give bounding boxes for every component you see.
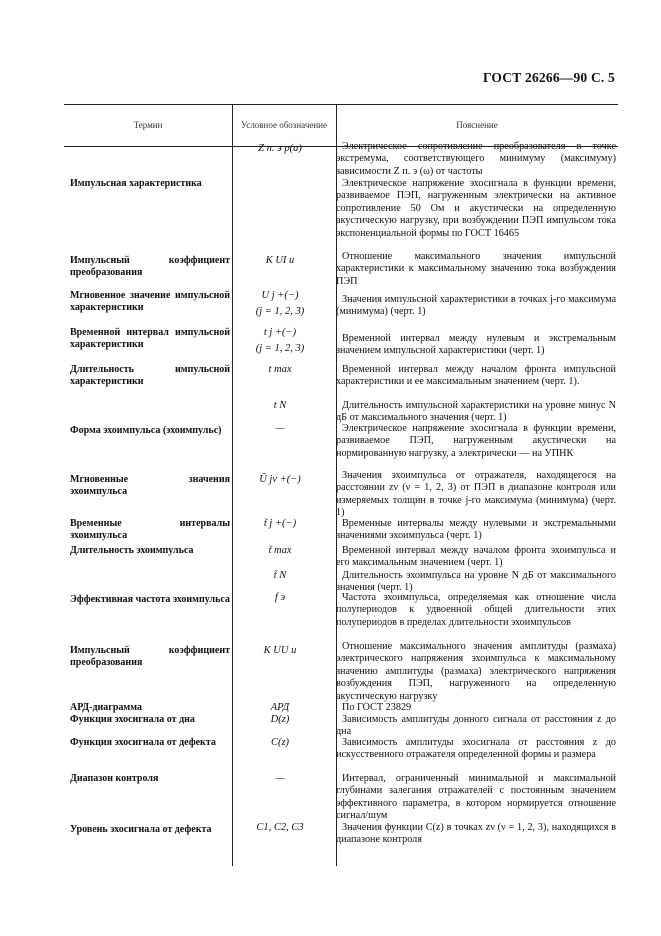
term: АРД-диаграмма bbox=[70, 702, 142, 713]
explanation: Значения функции C(z) в точках zν (ν = 1, 2, 3), находящихся в диапазоне контроля bbox=[336, 822, 616, 846]
explanation: Частота эхоимпульса, определяемая как отношение числа полупериодов к удвоенной общей длительности этих полупериодов в пределах длительности эхоимпульсов bbox=[336, 592, 616, 628]
symbol: K UU и bbox=[263, 645, 297, 656]
term: Импульсный коэффициент преобразования bbox=[70, 255, 230, 279]
page-header: ГОСТ 26266—90 С. 5 bbox=[482, 70, 615, 85]
symbol-index-note: (j = 1, 2, 3) bbox=[255, 343, 305, 354]
symbol: C1, C2, C3 bbox=[256, 822, 304, 833]
explanation: Электрическое напряжение эхосигнала в функции времени, развиваемое ПЭП, нагруженным акустически на нормированную нагрузку, а электрически — на УПНК bbox=[336, 423, 616, 459]
explanation: Временные интервалы между нулевыми и экстремальными значениями эхоимпульса (черт. 1) bbox=[336, 518, 616, 542]
explanation: Временной интервал между нулевым и экстремальным значением импульсной характеристики (черт. 1) bbox=[336, 333, 616, 357]
term: Временные интервалы эхоимпульса bbox=[70, 518, 230, 542]
symbol: — bbox=[275, 773, 285, 784]
term: Функция эхосигнала от дефекта bbox=[70, 737, 216, 748]
symbol: D(z) bbox=[270, 714, 290, 725]
term: Импульсный коэффициент преобразования bbox=[70, 645, 230, 669]
symbol: U j +(−) bbox=[261, 290, 299, 301]
explanation: Значения импульсной характеристики в точках j-го максимума (минимума) (черт. 1) bbox=[336, 294, 616, 318]
column-header-symbol: Условное обозначение bbox=[241, 119, 327, 130]
term: Мгновенное значение импульсной характеристики bbox=[70, 290, 230, 314]
symbol: K UI и bbox=[265, 255, 295, 266]
symbol: Ũ jν +(−) bbox=[259, 474, 301, 485]
term: Длительность эхоимпульса bbox=[70, 545, 194, 556]
explanation: Интервал, ограниченный минимальной и максимальной глубинами залегания отражателей с постоянным значением эффективного параметра, в котором нормируется отношение сигнал/шум bbox=[336, 773, 616, 822]
term: Функция эхосигнала от дна bbox=[70, 714, 195, 725]
symbol: t N bbox=[273, 400, 287, 411]
symbol: t̃ max bbox=[268, 545, 292, 556]
explanation: Длительность эхоимпульса на уровне N дБ от максимального значения (черт. 1) bbox=[336, 570, 616, 594]
explanation: Временной интервал между началом фронта импульсной характеристики и ее максимальным значением (черт. 1). bbox=[336, 364, 616, 388]
explanation: По ГОСТ 23829 bbox=[342, 702, 412, 713]
symbol: t̃ N bbox=[273, 570, 287, 581]
term: Временной интервал импульсной характеристики bbox=[70, 327, 230, 351]
term: Эффективная частота эхоимпульса bbox=[70, 594, 230, 605]
explanation: Зависимость амплитуды эхосигнала от расстояния z до искусственного отражателя определенной формы и размера bbox=[336, 737, 616, 761]
symbol: t j +(−) bbox=[263, 327, 297, 338]
term: Длительность импульсной характеристики bbox=[70, 364, 230, 388]
term: Импульсная характеристика bbox=[70, 178, 202, 189]
symbol: Z п. э p(a) bbox=[258, 143, 302, 154]
explanation: Отношение максимального значения амплитуды (размаха) электрического напряжения эхоимпульса к максимальному значению амплитуды (размаха) электрического напряжения возбуждения ПЭП, нагруженного на определенную акустическую нагрузку bbox=[336, 641, 616, 702]
symbol: C(z) bbox=[270, 737, 290, 748]
explanation: Длительность импульсной характеристики на уровне минус N дБ от максимального значения (черт. 1) bbox=[336, 400, 616, 424]
column-header-explanation: Пояснение bbox=[456, 119, 498, 130]
explanation: Зависимость амплитуды донного сигнала от расстояния z до дна bbox=[336, 714, 616, 738]
explanation: Электрическое напряжение эхосигнала в функции времени, развиваемое ПЭП, нагруженным электрически на активное сопротивление 50 Ом и акустически на определенную акустическую нагрузку, при возбуждении ПЭП импульсом тока экспоненциальной формы по ГОСТ 16465 bbox=[336, 178, 616, 239]
symbol: f э bbox=[274, 592, 286, 603]
explanation: Отношение максимального значения импульсной характеристики к максимальному значению тока возбуждения ПЭП bbox=[336, 251, 616, 287]
term: Уровень эхосигнала от дефекта bbox=[70, 824, 212, 835]
symbol-index-note: (j = 1, 2, 3) bbox=[255, 306, 305, 317]
column-header-term: Термин bbox=[133, 119, 163, 130]
symbol: АРД bbox=[270, 702, 290, 713]
explanation: Временной интервал между началом фронта эхоимпульса и его максимальным значением (черт. 1) bbox=[336, 545, 616, 569]
explanation: Электрическое сопротивление преобразователя в точке экстремума, соответствующего минимуму (максимуму) зависимости Z п. э (ω) от частоты bbox=[336, 141, 616, 177]
symbol: t̃ j +(−) bbox=[263, 518, 297, 529]
term: Диапазон контроля bbox=[70, 773, 159, 784]
term: Форма эхоимпульса (эхоимпульс) bbox=[70, 425, 222, 436]
symbol: t max bbox=[268, 364, 292, 375]
symbol: — bbox=[275, 423, 285, 434]
term: Мгновенные значения эхоимпульса bbox=[70, 474, 230, 498]
explanation: Значения эхоимпульса от отражателя, находящегося на расстоянии zν (ν = 1, 2, 3) от ПЭП в диапазоне контроля или измеряемых толщин в точке j-го максимума (минимума) (черт. 1) bbox=[336, 470, 616, 519]
